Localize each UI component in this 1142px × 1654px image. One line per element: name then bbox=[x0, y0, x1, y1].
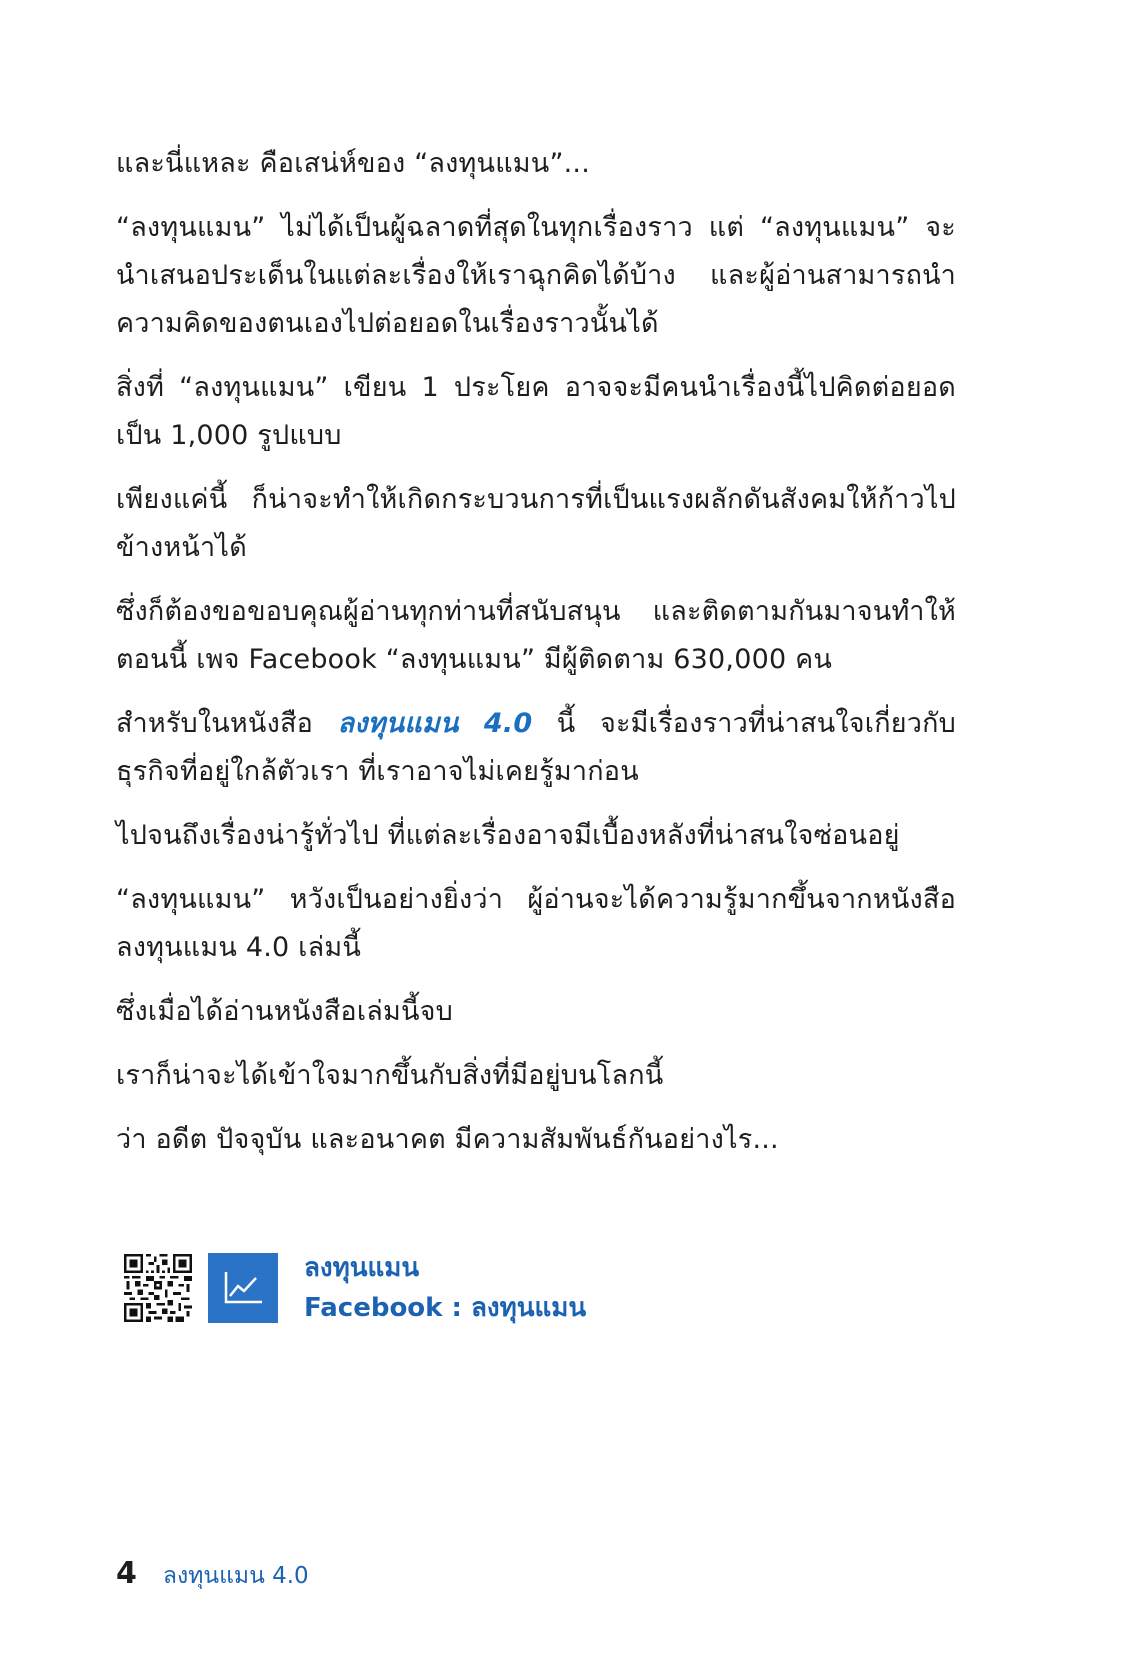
body-text bbox=[116, 140, 956, 1180]
paragraph: ซึ่งเมื่อได้อ่านหนังสือเล่มนี้จบ bbox=[116, 996, 454, 1027]
brand-name[interactable]: ลงทุนแมน bbox=[304, 1253, 420, 1283]
social-block bbox=[124, 1252, 586, 1324]
paragraph: “ลงทุนแมน” หวังเป็นอย่างยิ่งว่า ผู้อ่านจะได้ความรู้มากขึ้นจากหนังสือลงทุนแมน 4.0 เล่มนี้ bbox=[116, 884, 956, 963]
book-paragraph bbox=[116, 700, 956, 796]
paragraph: และนี่แหละ คือเสน่ห์ของ “ลงทุนแมน”... bbox=[116, 148, 590, 179]
book-title: ลงทุนแมน 4.0 bbox=[337, 708, 533, 739]
social-text bbox=[304, 1248, 586, 1328]
paragraph: ซึ่งก็ต้องขอขอบคุณผู้อ่านทุกท่านที่สนับสนุน และติดตามกันมาจนทำให้ตอนนี้ เพจ Facebook “ลงทุนแมน” มีผู้ติดตาม 630,000 คน bbox=[116, 596, 956, 675]
paragraph: ว่า อดีต ปัจจุบัน และอนาคต มีความสัมพันธ์กันอย่างไร... bbox=[116, 1124, 779, 1155]
facebook-page-link[interactable]: Facebook : ลงทุนแมน bbox=[304, 1293, 587, 1323]
paragraph: เพียงแค่นี้ ก็น่าจะทำให้เกิดกระบวนการที่เป็นแรงผลักดันสังคมให้ก้าวไปข้างหน้าได้ bbox=[116, 484, 956, 563]
book-paragraph-lead: สำหรับในหนังสือ bbox=[116, 708, 338, 739]
qr-code-icon[interactable] bbox=[124, 1254, 192, 1322]
line-chart-glyph bbox=[220, 1268, 266, 1308]
paragraph: “ลงทุนแมน” ไม่ได้เป็นผู้ฉลาดที่สุดในทุกเรื่องราว แต่ “ลงทุนแมน” จะนำเสนอประเด็นในแต่ละเรื่องให้เราฉุกคิดได้บ้าง และผู้อ่านสามารถนำความคิดของตนเองไปต่อยอดในเรื่องราวนั้นได้ bbox=[116, 212, 956, 339]
book-paragraph-rest: นี้ จะมีเรื่องราวที่น่าสนใจเกี่ยวกับธุรกิจที่อยู่ใกล้ตัวเรา ที่เราอาจไม่เคยรู้มาก่อน bbox=[116, 708, 957, 787]
paragraph: ไปจนถึงเรื่องน่ารู้ทั่วไป ที่แต่ละเรื่องอาจมีเบื้องหลังที่น่าสนใจซ่อนอยู่ bbox=[116, 820, 900, 851]
page-footer bbox=[116, 1556, 309, 1594]
page-number: 4 bbox=[116, 1556, 137, 1591]
paragraph: สิ่งที่ “ลงทุนแมน” เขียน 1 ประโยค อาจจะมีคนนำเรื่องนี้ไปคิดต่อยอดเป็น 1,000 รูปแบบ bbox=[116, 372, 956, 451]
running-title: ลงทุนแมน 4.0 bbox=[162, 1563, 309, 1589]
paragraph: เราก็น่าจะได้เข้าใจมากขึ้นกับสิ่งที่มีอยู่บนโลกนี้ bbox=[116, 1060, 664, 1091]
line-chart-icon bbox=[208, 1253, 278, 1323]
